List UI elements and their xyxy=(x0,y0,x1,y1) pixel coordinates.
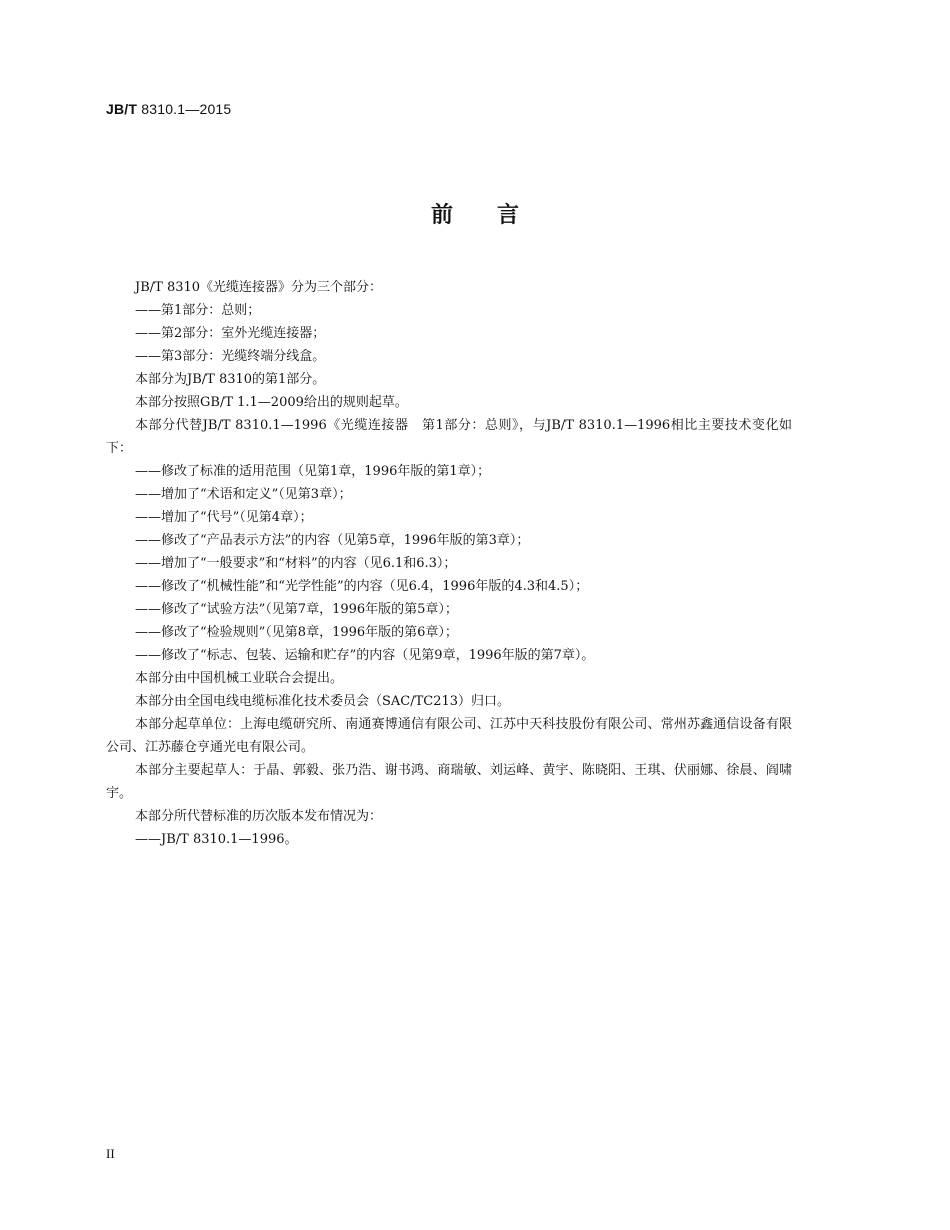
list-item: ——修改了“产品表示方法”的内容（见第5章，1996年版的第3章）； xyxy=(135,533,530,548)
standard-code-number: 8310.1—2015 xyxy=(141,101,232,117)
list-item: ——第1部分：总则； xyxy=(135,303,261,318)
paragraph: 本部分代替JB/T 8310.1—1996《光缆连接器 第1部分：总则》，与JB/T 8310.1—1996相比主要技术变化如下： xyxy=(106,418,792,456)
list-item: ——修改了“检验规则”（见第8章，1996年版的第6章）； xyxy=(135,625,458,640)
standard-code xyxy=(106,101,231,117)
paragraph: 本部分所代替标准的历次版本发布情况为： xyxy=(135,809,383,824)
paragraph: 本部分由中国机械工业联合会提出。 xyxy=(135,671,344,686)
paragraph: 本部分为JB/T 8310的第1部分。 xyxy=(135,372,326,387)
list-item: ——增加了“一般要求”和“材料”的内容（见6.1和6.3）； xyxy=(135,556,457,571)
list-item: ——第3部分：光缆终端分线盒。 xyxy=(135,349,326,364)
list-item: ——增加了“代号”（见第4章）； xyxy=(135,510,313,525)
list-item: ——修改了“机械性能”和“光学性能”的内容（见6.4，1996年版的4.3和4.5）； xyxy=(135,579,589,594)
paragraph: 本部分由全国电线电缆标准化技术委员会（SAC/TC213）归口。 xyxy=(135,694,511,709)
list-item: ——修改了“标志、包装、运输和贮存”的内容（见第9章，1996年版的第7章）。 xyxy=(135,648,595,663)
standard-code-prefix: JB/T xyxy=(106,101,138,117)
paragraph: JB/T 8310《光缆连接器》分为三个部分： xyxy=(135,280,383,295)
paragraph: 本部分起草单位：上海电缆研究所、南通赛博通信有限公司、江苏中天科技股份有限公司、常州苏鑫通信设备有限公司、江苏藤仓亨通光电有限公司。 xyxy=(106,717,792,755)
paragraph: 本部分主要起草人：于晶、郭毅、张乃浩、谢书鸿、商瑞敏、刘运峰、黄宇、陈晓阳、王琪、伏丽娜、徐晨、阎啸宇。 xyxy=(106,763,792,801)
list-item: ——第2部分：室外光缆连接器； xyxy=(135,326,326,341)
list-item: ——修改了标准的适用范围（见第1章，1996年版的第1章）； xyxy=(135,464,491,479)
foreword-body xyxy=(106,276,792,851)
page-number: II xyxy=(106,1146,115,1161)
paragraph: 本部分按照GB/T 1.1—2009给出的规则起草。 xyxy=(135,395,408,410)
page-title: 前言 xyxy=(430,203,563,228)
list-item: ——增加了“术语和定义”（见第3章）； xyxy=(135,487,352,502)
list-item: ——修改了“试验方法”（见第7章，1996年版的第5章）； xyxy=(135,602,458,617)
list-item: ——JB/T 8310.1—1996。 xyxy=(135,832,298,847)
